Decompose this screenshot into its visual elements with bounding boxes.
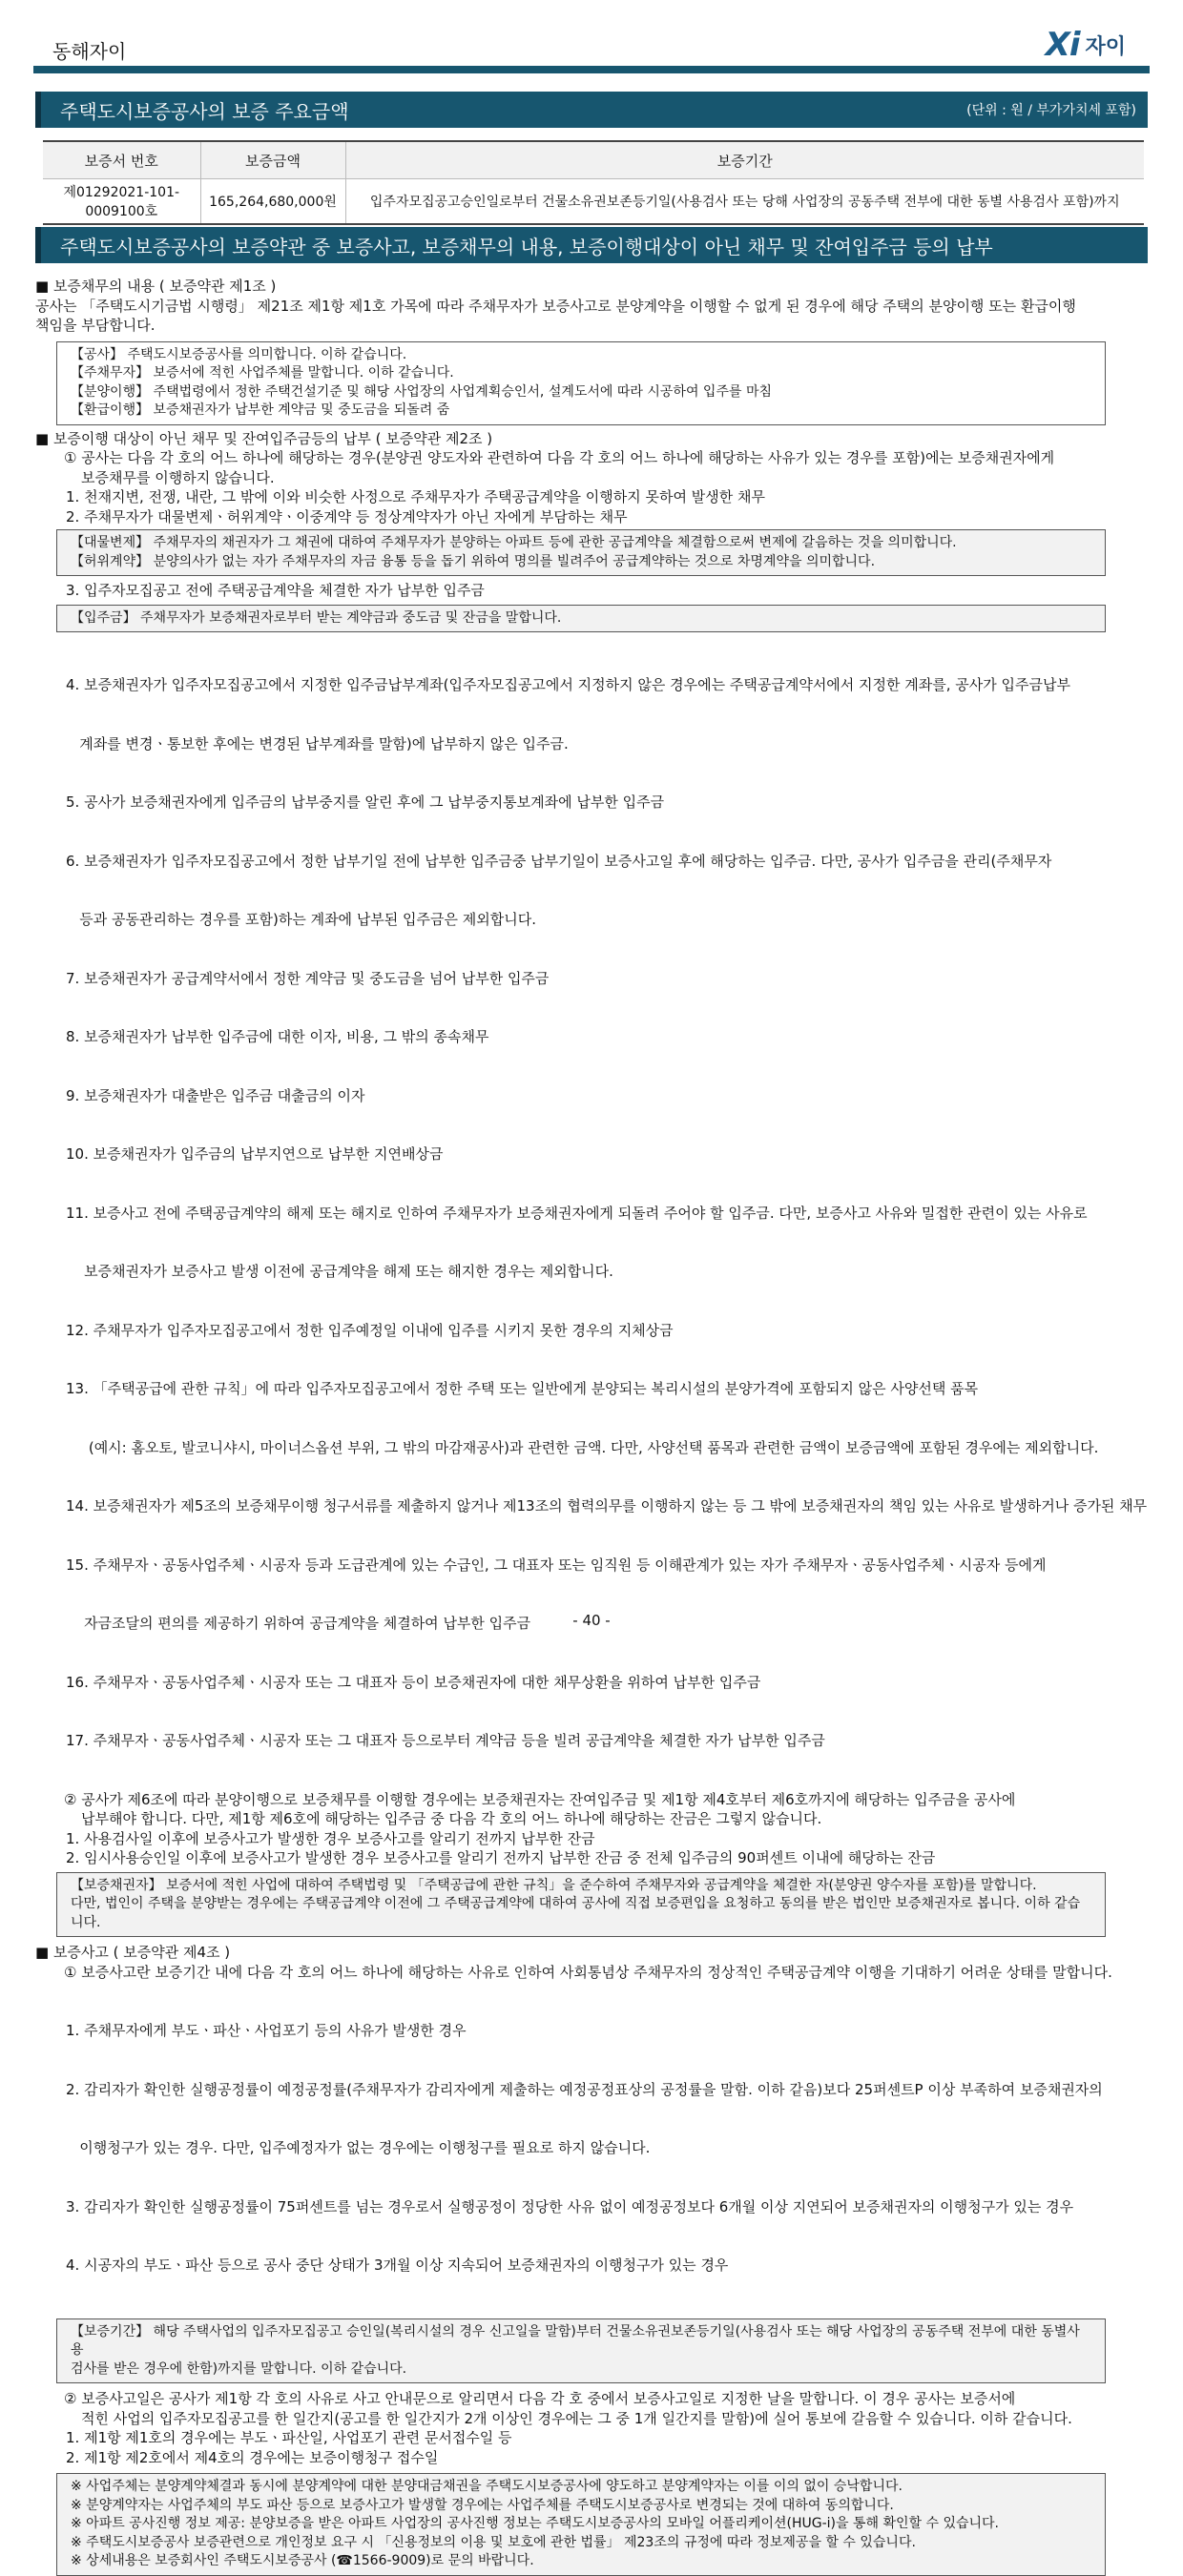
- list-item: 2. 임시사용승인일 이후에 보증사고가 발생한 경우 보증사고를 알리기 전까지 납부한 잔금 중 전체 입주금의 90퍼센트 이내에 해당하는 잔금: [66, 1849, 936, 1866]
- list-item: 1. 천재지변, 전쟁, 내란, 그 밖에 이와 비슷한 사정으로 주채무자가 주택공급계약을 이행하지 못하여 발생한 채무: [66, 488, 765, 505]
- notice: ※ 주택도시보증공사 보증관련으로 개인정보 요구 시 「신용정보의 이용 및 보호에 관한 법률」 제23조의 규정에 따라 정보제공을 할 수 있습니다.: [71, 2534, 916, 2550]
- list-item: 2. 감리자가 확인한 실행공정률이 예정공정률(주채무자가 감리자에게 제출하는 예정공정표상의 공정률을 말함. 이하 같음)보다 25퍼센트P 이상 부족하여 보증채권자의: [66, 2080, 1103, 2098]
- list-item: 9. 보증채권자가 대출받은 입주금 대출금의 이자: [66, 1086, 365, 1104]
- clause: ② 보증사고일은 공사가 제1항 각 호의 사유로 사고 안내문으로 알리면서 다음 각 호 중에서 보증사고일로 지정한 날을 말합니다. 이 경우 공사는 보증서에: [64, 2390, 1016, 2407]
- logo-mark: Xi: [1045, 26, 1080, 64]
- list-item: 4. 시공자의 부도ㆍ파산 등으로 공사 중단 상태가 3개월 이상 지속되어 보증채권자의 이행청구가 있는 경우: [66, 2257, 729, 2274]
- definition: 다만, 법인이 주택을 분양받는 경우에는 주택공급계약 이전에 그 주택공급계약에 대하여 공사에 직접 보증편입을 요청하고 동의를 받은 법인만 보증채권자로 봅니다. 이하 같습니다.: [71, 1896, 1081, 1930]
- definition-box: [56, 2318, 1106, 2384]
- subsection-heading: ■ 보증채무의 내용 ( 보증약관 제1조 ): [35, 278, 277, 295]
- list-item: 7. 보증채권자가 공급계약서에서 정한 계약금 및 중도금을 넘어 납부한 입주금: [66, 969, 550, 987]
- list-item: 1. 주채무자에게 부도ㆍ파산ㆍ사업포기 등의 사유가 발생한 경우: [66, 2022, 467, 2039]
- list-item: 3. 입주자모집공고 전에 주택공급계약을 체결한 자가 납부한 입주금: [66, 582, 485, 599]
- list-item: 보증채권자가 보증사고 발생 이전에 공급계약을 해제 또는 해지한 경우는 제외합니다.: [66, 1263, 613, 1280]
- list-item: 3. 감리자가 확인한 실행공정률이 75퍼센트를 넘는 경우로서 실행공정이 정당한 사유 없이 예정공정보다 6개월 이상 지연되어 보증채권자의 이행청구가 있는 경우: [66, 2197, 1074, 2215]
- list-item: 등과 공동관리하는 경우를 포함)하는 계좌에 납부된 입주금은 제외합니다.: [66, 911, 537, 928]
- subsection-heading: ■ 보증사고 ( 보증약관 제4조 ): [35, 1944, 231, 1961]
- list-item: 2. 제1항 제2호에서 제4호의 경우에는 보증이행청구 접수일: [66, 2448, 439, 2466]
- notice: ※ 분양계약자는 사업주체의 부도 파산 등으로 보증사고가 발생할 경우에는 사업주체를 주택도시보증공사로 변경되는 것에 대하여 동의합니다.: [71, 2497, 894, 2513]
- table-row: [43, 179, 1144, 225]
- list-item: 13. 「주택공급에 관한 규칙」에 따라 입주자모집공고에서 정한 주택 또는 일반에게 분양되는 복리시설의 분양가격에 포함되지 않은 사양선택 품목: [66, 1380, 979, 1397]
- list-item: 계좌를 변경ㆍ통보한 후에는 변경된 납부계좌를 말함)에 납부하지 않은 입주금.: [66, 734, 569, 752]
- notice-box: [56, 2473, 1106, 2576]
- subsection-heading: ■ 보증이행 대상이 아닌 채무 및 잔여입주금등의 납부 ( 보증약관 제2조 ): [35, 429, 493, 447]
- notice: ※ 아파트 공사진행 정보 제공: 분양보증을 받은 아파트 사업장의 공사진행 정보는 주택도시보증공사의 모바일 어플리케이션(HUG-i)을 통해 확인할 수 있습니다.: [71, 2516, 999, 2531]
- list-item: 6. 보증채권자가 입주자모집공고에서 정한 납부기일 전에 납부한 입주금중 납부기일이 보증사고일 후에 해당하는 입주금. 다만, 공사가 입주금을 관리(주채무자: [66, 852, 1052, 870]
- header-rule: [33, 66, 1150, 73]
- list-item: 8. 보증채권자가 납부한 입주금에 대한 이자, 비용, 그 밖의 종속채무: [66, 1028, 489, 1045]
- clause: ② 공사가 제6조에 따라 분양이행으로 보증채무를 이행할 경우에는 보증채권자는 잔여입주금 및 제1항 제4호부터 제6호까지에 해당하는 입주금을 공사에: [64, 1790, 1016, 1808]
- clause: 보증채무를 이행하지 않습니다.: [81, 468, 275, 486]
- guarantee-period: 입주자모집공고승인일로부터 건물소유권보존등기일(사용검사 또는 당해 사업장의 공동주택 전부에 대한 동별 사용검사 포함)까지: [345, 179, 1144, 225]
- column-header: 보증금액: [200, 141, 345, 179]
- site-name: 동해자이: [52, 40, 127, 63]
- section-title: 주택도시보증공사의 보증 주요금액: [60, 99, 349, 123]
- definition: 【보증기간】 해당 주택사업의 입주자모집공고 승인일(복리시설의 경우 신고일을 말함)부터 건물소유권보존등기일(사용검사 또는 해당 사업장의 공동주택 전부에 대한 동별사용: [71, 2323, 1080, 2358]
- definition: 【허위계약】 분양의사가 없는 자가 주채무자의 자금 융통 등을 돕기 위하여 명의를 빌려주어 공급계약하는 것으로 차명계약을 의미합니다.: [71, 553, 876, 569]
- definition-box: [56, 529, 1106, 576]
- list-item: 17. 주채무자ㆍ공동사업주체ㆍ시공자 또는 그 대표자 등으로부터 계약금 등을 빌려 공급계약을 체결한 자가 납부한 입주금: [66, 1732, 825, 1749]
- definition: 【입주금】 주채무자가 보증채권자로부터 받는 계약금과 중도금 및 잔금을 말합니다.: [71, 609, 562, 626]
- definition-box: [56, 1872, 1106, 1938]
- definition: 【환급이행】 보증채권자가 납부한 계약금 및 중도금을 되돌려 줌: [71, 402, 450, 418]
- list-item: 2. 주채무자가 대물변제ㆍ허위계약ㆍ이중계약 등 정상계약자가 아닌 자에게 부담하는 채무: [66, 507, 628, 526]
- paragraph: 책임을 부담합니다.: [35, 317, 156, 334]
- list-item: 10. 보증채권자가 입주금의 납부지연으로 납부한 지연배상금: [66, 1145, 444, 1163]
- definition-box: [56, 341, 1106, 425]
- definition: 【분양이행】 주택법령에서 정한 주택건설기준 및 해당 사업장의 사업계획승인서, 설계도서에 따라 시공하여 입주를 마침: [71, 383, 773, 400]
- list-item: 11. 보증사고 전에 주택공급계약의 해제 또는 해지로 인하여 주채무자가 보증채권자에게 되돌려 주어야 할 입주금. 다만, 보증사고 사유와 밀접한 관련이 있는 사유로: [66, 1204, 1088, 1222]
- clause: ① 보증사고란 보증기간 내에 다음 각 호의 어느 하나에 해당하는 사유로 인하여 사회통념상 주채무자의 정상적인 주택공급계약 이행을 기대하기 어려운 상태를 말합니다.: [64, 1963, 1112, 1981]
- section-header-terms: [35, 227, 1148, 263]
- guarantee-amount: 165,264,680,000원: [200, 179, 345, 225]
- terms-body: [35, 277, 1152, 2576]
- certificate-number: 제01292021-101-0009100호: [43, 179, 200, 225]
- xi-logo: [1045, 26, 1126, 64]
- definition: 【주채무자】 보증서에 적힌 사업주체를 말합니다. 이하 같습니다.: [71, 365, 454, 381]
- column-header: 보증기간: [345, 141, 1144, 179]
- guarantee-amount-table: [43, 140, 1144, 225]
- section-header-amount: [35, 92, 1148, 128]
- clause: 적힌 사업의 입주자모집공고를 한 일간지(공고를 한 일간지가 2개 이상인 경우에는 그 중 1개 일간지를 말함)에 실어 통보에 갈음할 수 있습니다. 이하 같습니다.: [81, 2409, 1072, 2427]
- list-item: 12. 주채무자가 입주자모집공고에서 정한 입주예정일 이내에 입주를 시키지 못한 경우의 지체상금: [66, 1321, 674, 1339]
- paragraph: 공사는 「주택도시기금법 시행령」 제21조 제1항 제1호 가목에 따라 주채무자가 보증사고로 분양계약을 이행할 수 없게 된 경우에 해당 주택의 분양이행 또는 환급이행: [35, 297, 1076, 315]
- definition: 【공사】 주택도시보증공사를 의미합니다. 이하 같습니다.: [71, 346, 407, 362]
- list-item: 16. 주채무자ㆍ공동사업주체ㆍ시공자 또는 그 대표자 등이 보증채권자에 대한 채무상환을 위하여 납부한 입주금: [66, 1673, 761, 1691]
- numbered-list: [35, 1982, 1152, 2315]
- list-item: 15. 주채무자ㆍ공동사업주체ㆍ시공자 등과 도급관계에 있는 수급인, 그 대표자 또는 임직원 등 이해관계가 있는 자가 주채무자ㆍ공동사업주체ㆍ시공자 등에게: [66, 1556, 1047, 1574]
- list-item: 1. 사용검사일 이후에 보증사고가 발생한 경우 보증사고를 알리기 전까지 납부한 잔금: [66, 1829, 595, 1847]
- list-item: 이행청구가 있는 경우. 다만, 입주예정자가 없는 경우에는 이행청구를 필요로 하지 않습니다.: [66, 2139, 651, 2156]
- unit-note: (단위 : 원 / 부가가치세 포함): [966, 103, 1136, 118]
- clause: 납부해야 합니다. 다만, 제1항 제6호에 해당하는 입주금 중 다음 각 호의 어느 하나에 해당하는 잔금은 그렇지 않습니다.: [81, 1810, 822, 1827]
- list-item: 4. 보증채권자가 입주자모집공고에서 지정한 입주금납부계좌(입주자모집공고에서 지정하지 않은 경우에는 주택공급계약서에서 지정한 계좌를, 공사가 입주금납부: [66, 676, 1070, 693]
- clause: ① 공사는 다음 각 호의 어느 하나에 해당하는 경우(분양권 양도자와 관련하여 다음 각 호의 어느 하나에 해당하는 사유가 있는 경우를 포함)에는 보증채권자에게: [64, 449, 1055, 466]
- definition-box: [56, 605, 1106, 633]
- notice: ※ 상세내용은 보증회사인 주택도시보증공사 (☎1566-9009)로 문의 바랍니다.: [71, 2553, 534, 2568]
- list-item: 14. 보증채권자가 제5조의 보증채무이행 청구서류를 제출하지 않거나 제13조의 협력의무를 이행하지 않는 등 그 밖에 보증채권자의 책임 있는 사유로 발생하거나 증가된 채무: [66, 1497, 1148, 1515]
- page-number: - 40 -: [572, 1612, 611, 1629]
- list-item: (예시: 홈오토, 발코니샤시, 마이너스옵션 부위, 그 밖의 마감재공사)과 관련한 금액. 다만, 사양선택 품목과 관련한 금액이 보증금액에 포함된 경우에는 제외합니다.: [66, 1438, 1099, 1456]
- definition: 검사를 받은 경우에 한함)까지를 말합니다. 이하 같습니다.: [71, 2360, 407, 2377]
- notice: ※ 사업주체는 분양계약체결과 동시에 분양계약에 대한 분양대금채권을 주택도시보증공사에 양도하고 분양계약자는 이를 이의 없이 승낙합니다.: [71, 2479, 903, 2494]
- section-title: 주택도시보증공사의 보증약관 중 보증사고, 보증채무의 내용, 보증이행대상이 아닌 채무 및 잔여입주금 등의 납부: [60, 235, 993, 258]
- definition: 【대물변제】 주채무자의 채권자가 그 채권에 대하여 주채무자가 분양하는 아파트 등에 관한 공급계약을 체결함으로써 변제에 갈음하는 것을 의미합니다.: [71, 535, 957, 550]
- list-item: 5. 공사가 보증채권자에게 입주금의 납부중지를 알린 후에 그 납부중지통보계좌에 납부한 입주금: [66, 793, 665, 811]
- list-item: 1. 제1항 제1호의 경우에는 부도ㆍ파산일, 사업포기 관련 문서접수일 등: [66, 2429, 512, 2446]
- logo-text: 자이: [1085, 34, 1126, 59]
- list-item: 자금조달의 편의를 제공하기 위하여 공급계약을 체결하여 납부한 입주금: [66, 1615, 531, 1632]
- definition: 【보증채권자】 보증서에 적힌 사업에 대하여 주택법령 및 「주택공급에 관한 규칙」을 준수하여 주채무자와 공급계약을 체결한 자(분양권 양수자를 포함)를 말합니다.: [71, 1877, 1037, 1893]
- column-header: 보증서 번호: [43, 141, 200, 179]
